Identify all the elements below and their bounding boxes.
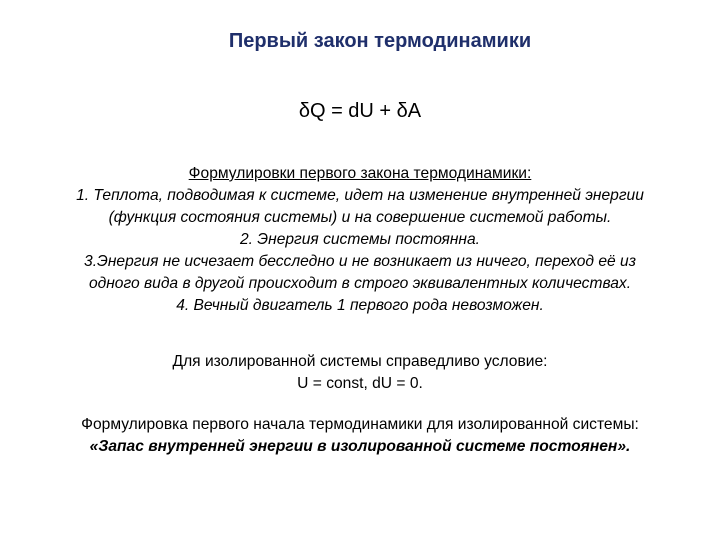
slide-title: Первый закон термодинамики xyxy=(228,30,532,52)
formulation-line: (функция состояния системы) и на совершение системой работы. xyxy=(108,209,612,226)
formulations-heading: Формулировки первого закона термодинамики: xyxy=(188,165,532,182)
isolated-system-block xyxy=(0,351,720,395)
isolated-law-intro: Формулировка первого начала термодинамики для изолированной системы: xyxy=(81,416,639,433)
formulation-line: 1. Теплота, подводимая к системе, идет на изменение внутренней энергии xyxy=(76,187,644,204)
formulation-line: 4. Вечный двигатель 1 первого рода невозможен. xyxy=(176,297,544,314)
formulation-line: одного вида в другой происходит в строго эквивалентных количествах. xyxy=(88,275,632,292)
formulation-line: 2. Энергия системы постоянна. xyxy=(239,231,481,248)
isolated-law-statement: «Запас внутренней энергии в изолированной системе постоянен». xyxy=(89,438,631,455)
isolated-law-block xyxy=(0,414,720,458)
formulation-line: 3.Энергия не исчезает бесследно и не возникает из ничего, переход её из xyxy=(84,253,636,270)
first-law-formula: δQ = dU + δA xyxy=(298,100,422,122)
formulations-block xyxy=(0,163,720,317)
isolated-condition-text: Для изолированной системы справедливо условие: xyxy=(172,353,548,370)
isolated-condition-formula: U = const, dU = 0. xyxy=(297,375,423,392)
